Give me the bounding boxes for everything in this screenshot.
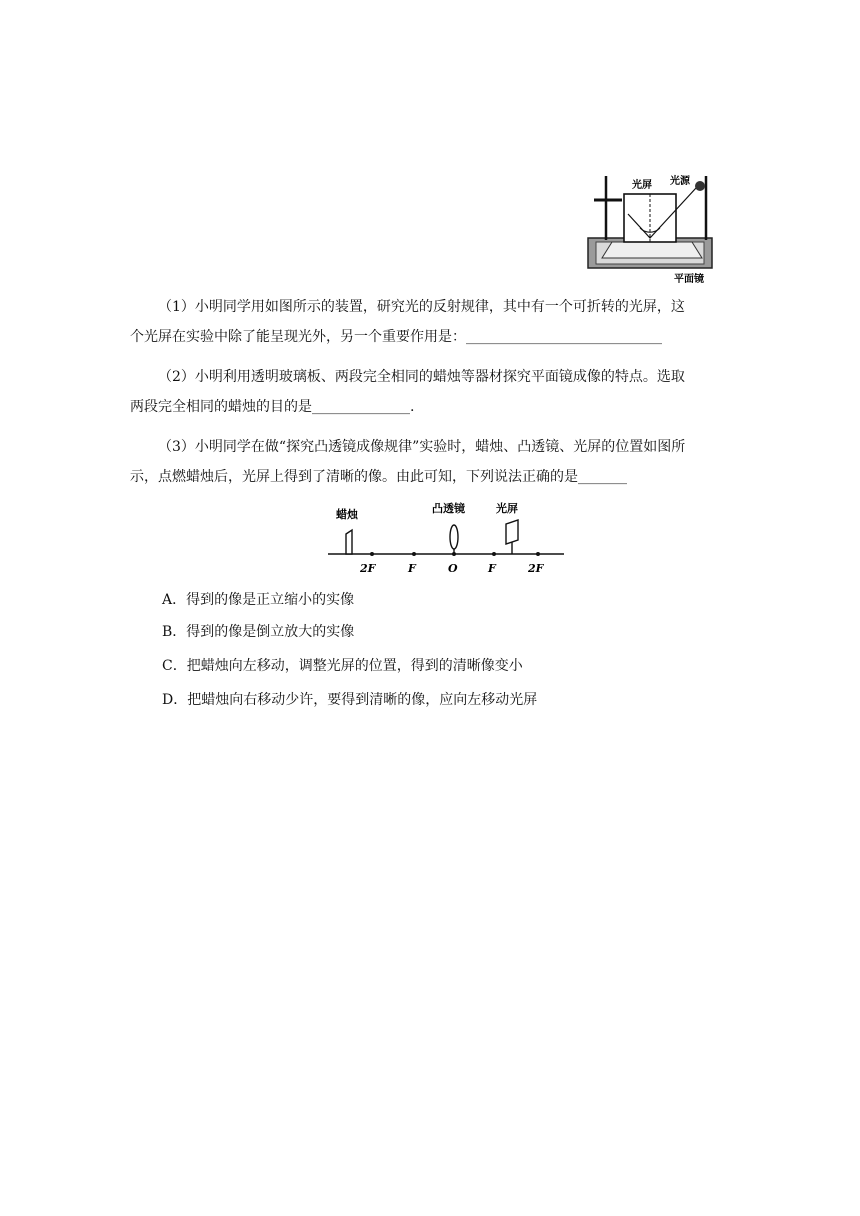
- q1-line1: （1）小明同学用如图所示的装置，研究光的反射规律，其中有一个可折转的光屏，这: [158, 299, 685, 315]
- question-2: [130, 362, 732, 422]
- label-screen: 光屏: [496, 502, 518, 515]
- label-source: 光源: [670, 176, 690, 187]
- label-mirror: 平面镜: [674, 274, 704, 285]
- point-2f-left: [370, 552, 374, 556]
- option-b[interactable]: B．得到的像是倒立放大的实像: [162, 624, 355, 640]
- light-source-icon: [695, 181, 705, 191]
- screen-icon: [506, 520, 518, 544]
- candle-icon: [346, 530, 352, 554]
- label-candle: 蜡烛: [336, 508, 358, 521]
- label-lens: 凸透镜: [432, 502, 465, 515]
- axis-label-f-right: F: [488, 562, 496, 575]
- axis-label-2f-right: 2F: [528, 562, 544, 575]
- axis-label-f-left: F: [408, 562, 416, 575]
- point-f-left: [412, 552, 416, 556]
- option-d[interactable]: D．把蜡烛向右移动少许，要得到清晰的像，应向左移动光屏: [162, 692, 538, 708]
- label-screen: 光屏: [632, 180, 652, 191]
- question-3: [130, 432, 732, 492]
- axis-label-2f-left: 2F: [360, 562, 376, 575]
- convex-lens-icon: [450, 525, 458, 549]
- q1-line2: 个光屏在实验中除了能呈现光外，另一个重要作用是：____________________________: [130, 329, 662, 345]
- plane-mirror: [602, 242, 702, 258]
- reflection-apparatus-figure: [582, 170, 722, 286]
- q3-line1: （3）小明同学在做“探究凸透镜成像规律”实验时，蜡烛、凸透镜、光屏的位置如图所: [158, 439, 686, 455]
- option-a[interactable]: A．得到的像是正立缩小的实像: [162, 592, 355, 608]
- point-2f-right: [536, 552, 540, 556]
- option-c[interactable]: C．把蜡烛向左移动，调整光屏的位置，得到的清晰像变小: [162, 658, 523, 674]
- q2-line1: （2）小明利用透明玻璃板、两段完全相同的蜡烛等器材探究平面镜成像的特点。选取: [158, 369, 685, 385]
- q3-line2: 示，点燃蜡烛后，光屏上得到了清晰的像。由此可知，下列说法正确的是_______: [130, 469, 627, 485]
- axis-label-o: O: [448, 562, 458, 575]
- point-f-right: [492, 552, 496, 556]
- convex-lens-figure: [326, 498, 566, 580]
- question-1: [130, 292, 732, 352]
- q2-line2: 两段完全相同的蜡烛的目的是______________.: [130, 399, 415, 415]
